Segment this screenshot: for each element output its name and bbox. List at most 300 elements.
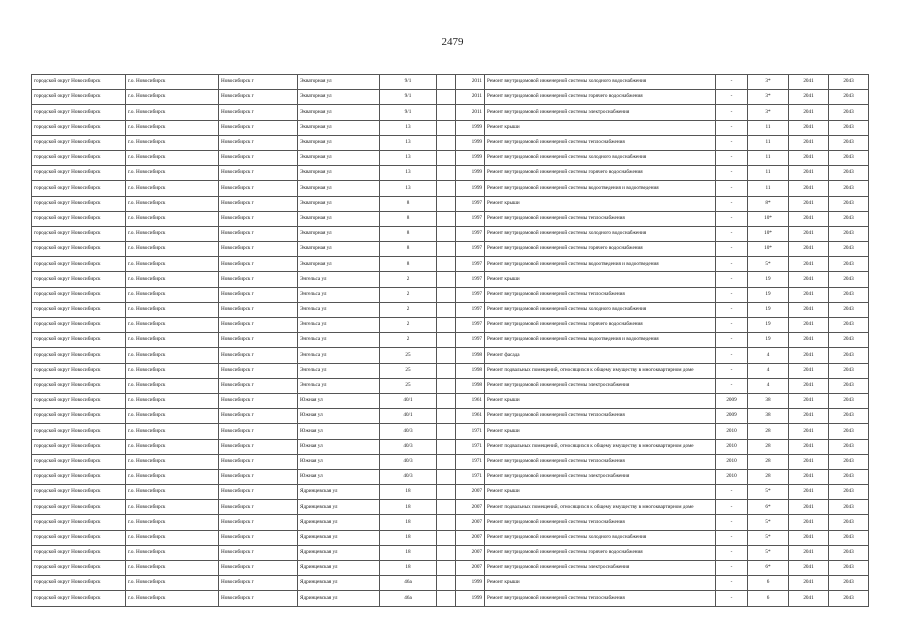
municipality-cell: городской округ Новосибирск (32, 287, 126, 302)
district-cell: г.о. Новосибирск (126, 485, 219, 500)
city-cell: Новосибирск г (219, 90, 298, 105)
last-repair-year-cell: - (716, 90, 748, 105)
service-life-cell: 11 (748, 135, 789, 150)
period-start-cell: 2041 (789, 287, 829, 302)
street-cell: Южная ул (298, 469, 380, 484)
house-number-cell: 40/3 (380, 469, 437, 484)
build-year-cell: 1998 (456, 363, 485, 378)
period-start-cell: 2041 (789, 196, 829, 211)
build-year-cell: 1961 (456, 409, 485, 424)
period-start-cell: 2041 (789, 150, 829, 165)
city-cell: Новосибирск г (219, 515, 298, 530)
municipality-cell: городской округ Новосибирск (32, 90, 126, 105)
period-start-cell: 2041 (789, 515, 829, 530)
empty-cell (437, 166, 456, 181)
house-number-cell: 40/1 (380, 393, 437, 408)
municipality-cell: городской округ Новосибирск (32, 150, 126, 165)
empty-cell (437, 378, 456, 393)
house-number-cell: 2 (380, 302, 437, 317)
city-cell: Новосибирск г (219, 211, 298, 226)
last-repair-year-cell: 2010 (716, 454, 748, 469)
empty-cell (437, 515, 456, 530)
district-cell: г.о. Новосибирск (126, 576, 219, 591)
house-number-cell: 40/3 (380, 439, 437, 454)
work-type-cell: Ремонт внутридомовой инженерной системы электроснабжения (485, 469, 716, 484)
capital-repair-table (31, 74, 869, 607)
city-cell: Новосибирск г (219, 363, 298, 378)
last-repair-year-cell: - (716, 287, 748, 302)
period-start-cell: 2041 (789, 485, 829, 500)
table-row (32, 166, 869, 181)
house-number-cell: 2 (380, 272, 437, 287)
table-row (32, 272, 869, 287)
period-end-cell: 2043 (829, 424, 869, 439)
period-start-cell: 2041 (789, 135, 829, 150)
work-type-cell: Ремонт подвальных помещений, относящихся к общему имуществу в многоквартирном доме (485, 363, 716, 378)
work-type-cell: Ремонт внутридомовой инженерной системы теплоснабжения (485, 409, 716, 424)
district-cell: г.о. Новосибирск (126, 530, 219, 545)
empty-cell (437, 454, 456, 469)
table-row (32, 211, 869, 226)
last-repair-year-cell: - (716, 211, 748, 226)
service-life-cell: 10* (748, 226, 789, 241)
house-number-cell: 40/3 (380, 454, 437, 469)
empty-cell (437, 318, 456, 333)
empty-cell (437, 409, 456, 424)
district-cell: г.о. Новосибирск (126, 120, 219, 135)
work-type-cell: Ремонт внутридомовой инженерной системы водоотведения и водоотведения (485, 257, 716, 272)
city-cell: Новосибирск г (219, 242, 298, 257)
build-year-cell: 1971 (456, 424, 485, 439)
district-cell: г.о. Новосибирск (126, 469, 219, 484)
house-number-cell: 18 (380, 485, 437, 500)
build-year-cell: 1999 (456, 591, 485, 606)
period-start-cell: 2041 (789, 530, 829, 545)
work-type-cell: Ремонт крыши (485, 576, 716, 591)
build-year-cell: 1971 (456, 454, 485, 469)
table-row (32, 257, 869, 272)
period-end-cell: 2043 (829, 257, 869, 272)
district-cell: г.о. Новосибирск (126, 242, 219, 257)
street-cell: Ядринцевская ул (298, 515, 380, 530)
work-type-cell: Ремонт крыши (485, 120, 716, 135)
house-number-cell: 9/1 (380, 105, 437, 120)
work-type-cell: Ремонт фасада (485, 348, 716, 363)
district-cell: г.о. Новосибирск (126, 409, 219, 424)
empty-cell (437, 135, 456, 150)
empty-cell (437, 333, 456, 348)
period-end-cell: 2043 (829, 454, 869, 469)
house-number-cell: 40/1 (380, 409, 437, 424)
house-number-cell: 9/1 (380, 90, 437, 105)
street-cell: Экваторная ул (298, 105, 380, 120)
empty-cell (437, 469, 456, 484)
build-year-cell: 1997 (456, 211, 485, 226)
street-cell: Экваторная ул (298, 211, 380, 226)
district-cell: г.о. Новосибирск (126, 211, 219, 226)
table-row (32, 500, 869, 515)
work-type-cell: Ремонт внутридомовой инженерной системы электроснабжения (485, 561, 716, 576)
build-year-cell: 1999 (456, 150, 485, 165)
period-start-cell: 2041 (789, 363, 829, 378)
build-year-cell: 1999 (456, 576, 485, 591)
empty-cell (437, 211, 456, 226)
period-start-cell: 2041 (789, 90, 829, 105)
house-number-cell: 8 (380, 257, 437, 272)
house-number-cell: 8 (380, 211, 437, 226)
city-cell: Новосибирск г (219, 530, 298, 545)
last-repair-year-cell: - (716, 576, 748, 591)
table-row (32, 439, 869, 454)
period-start-cell: 2041 (789, 226, 829, 241)
last-repair-year-cell: - (716, 318, 748, 333)
city-cell: Новосибирск г (219, 591, 298, 606)
city-cell: Новосибирск г (219, 181, 298, 196)
service-life-cell: 11 (748, 150, 789, 165)
work-type-cell: Ремонт внутридомовой инженерной системы холодного водоснабжения (485, 226, 716, 241)
house-number-cell: 40/3 (380, 424, 437, 439)
empty-cell (437, 348, 456, 363)
period-end-cell: 2043 (829, 181, 869, 196)
table-row (32, 226, 869, 241)
period-end-cell: 2043 (829, 135, 869, 150)
house-number-cell: 13 (380, 150, 437, 165)
empty-cell (437, 576, 456, 591)
build-year-cell: 2007 (456, 561, 485, 576)
district-cell: г.о. Новосибирск (126, 561, 219, 576)
city-cell: Новосибирск г (219, 469, 298, 484)
empty-cell (437, 120, 456, 135)
district-cell: г.о. Новосибирск (126, 257, 219, 272)
period-end-cell: 2043 (829, 469, 869, 484)
municipality-cell: городской округ Новосибирск (32, 409, 126, 424)
city-cell: Новосибирск г (219, 409, 298, 424)
empty-cell (437, 257, 456, 272)
last-repair-year-cell: 2010 (716, 469, 748, 484)
street-cell: Южная ул (298, 393, 380, 408)
city-cell: Новосибирск г (219, 302, 298, 317)
house-number-cell: 18 (380, 545, 437, 560)
work-type-cell: Ремонт внутридомовой инженерной системы электроснабжения (485, 105, 716, 120)
municipality-cell: городской округ Новосибирск (32, 318, 126, 333)
municipality-cell: городской округ Новосибирск (32, 272, 126, 287)
city-cell: Новосибирск г (219, 393, 298, 408)
district-cell: г.о. Новосибирск (126, 363, 219, 378)
build-year-cell: 1961 (456, 393, 485, 408)
last-repair-year-cell: - (716, 120, 748, 135)
street-cell: Энгельса ул (298, 363, 380, 378)
municipality-cell: городской округ Новосибирск (32, 561, 126, 576)
build-year-cell: 2007 (456, 500, 485, 515)
municipality-cell: городской округ Новосибирск (32, 166, 126, 181)
period-end-cell: 2043 (829, 318, 869, 333)
build-year-cell: 1997 (456, 272, 485, 287)
build-year-cell: 1997 (456, 287, 485, 302)
empty-cell (437, 393, 456, 408)
empty-cell (437, 500, 456, 515)
period-start-cell: 2041 (789, 75, 829, 90)
last-repair-year-cell: - (716, 181, 748, 196)
build-year-cell: 1997 (456, 196, 485, 211)
period-start-cell: 2041 (789, 181, 829, 196)
table-row (32, 302, 869, 317)
period-end-cell: 2043 (829, 90, 869, 105)
build-year-cell: 1971 (456, 439, 485, 454)
last-repair-year-cell: - (716, 500, 748, 515)
service-life-cell: 4 (748, 378, 789, 393)
period-end-cell: 2043 (829, 105, 869, 120)
city-cell: Новосибирск г (219, 272, 298, 287)
house-number-cell: 8 (380, 242, 437, 257)
city-cell: Новосибирск г (219, 348, 298, 363)
table-row (32, 469, 869, 484)
city-cell: Новосибирск г (219, 485, 298, 500)
empty-cell (437, 181, 456, 196)
last-repair-year-cell: - (716, 272, 748, 287)
period-end-cell: 2043 (829, 242, 869, 257)
house-number-cell: 2 (380, 287, 437, 302)
last-repair-year-cell: - (716, 166, 748, 181)
build-year-cell: 2011 (456, 90, 485, 105)
period-end-cell: 2043 (829, 120, 869, 135)
street-cell: Ядринцевская ул (298, 530, 380, 545)
period-end-cell: 2043 (829, 226, 869, 241)
work-type-cell: Ремонт крыши (485, 424, 716, 439)
period-end-cell: 2043 (829, 348, 869, 363)
period-start-cell: 2041 (789, 333, 829, 348)
build-year-cell: 2007 (456, 545, 485, 560)
street-cell: Энгельса ул (298, 272, 380, 287)
build-year-cell: 1999 (456, 135, 485, 150)
work-type-cell: Ремонт внутридомовой инженерной системы холодного водоснабжения (485, 150, 716, 165)
last-repair-year-cell: - (716, 363, 748, 378)
service-life-cell: 5* (748, 545, 789, 560)
district-cell: г.о. Новосибирск (126, 378, 219, 393)
street-cell: Экваторная ул (298, 150, 380, 165)
municipality-cell: городской округ Новосибирск (32, 242, 126, 257)
period-start-cell: 2041 (789, 348, 829, 363)
period-end-cell: 2043 (829, 561, 869, 576)
empty-cell (437, 439, 456, 454)
district-cell: г.о. Новосибирск (126, 591, 219, 606)
period-start-cell: 2041 (789, 409, 829, 424)
street-cell: Экваторная ул (298, 135, 380, 150)
work-type-cell: Ремонт внутридомовой инженерной системы холодного водоснабжения (485, 530, 716, 545)
municipality-cell: городской округ Новосибирск (32, 576, 126, 591)
empty-cell (437, 287, 456, 302)
table-row (32, 120, 869, 135)
period-start-cell: 2041 (789, 424, 829, 439)
build-year-cell: 1999 (456, 120, 485, 135)
last-repair-year-cell: - (716, 515, 748, 530)
city-cell: Новосибирск г (219, 226, 298, 241)
table-row (32, 545, 869, 560)
service-life-cell: 6* (748, 500, 789, 515)
period-end-cell: 2043 (829, 545, 869, 560)
municipality-cell: городской округ Новосибирск (32, 500, 126, 515)
period-end-cell: 2043 (829, 530, 869, 545)
period-start-cell: 2041 (789, 500, 829, 515)
build-year-cell: 2007 (456, 515, 485, 530)
empty-cell (437, 272, 456, 287)
table-row (32, 363, 869, 378)
work-type-cell: Ремонт внутридомовой инженерной системы теплоснабжения (485, 591, 716, 606)
house-number-cell: 2 (380, 333, 437, 348)
work-type-cell: Ремонт крыши (485, 485, 716, 500)
service-life-cell: 11 (748, 166, 789, 181)
period-start-cell: 2041 (789, 439, 829, 454)
service-life-cell: 4 (748, 363, 789, 378)
table-row (32, 150, 869, 165)
last-repair-year-cell: - (716, 196, 748, 211)
last-repair-year-cell: 2009 (716, 409, 748, 424)
municipality-cell: городской округ Новосибирск (32, 545, 126, 560)
build-year-cell: 1999 (456, 181, 485, 196)
district-cell: г.о. Новосибирск (126, 454, 219, 469)
period-start-cell: 2041 (789, 454, 829, 469)
district-cell: г.о. Новосибирск (126, 318, 219, 333)
period-start-cell: 2041 (789, 166, 829, 181)
empty-cell (437, 485, 456, 500)
service-life-cell: 19 (748, 287, 789, 302)
municipality-cell: городской округ Новосибирск (32, 530, 126, 545)
city-cell: Новосибирск г (219, 500, 298, 515)
empty-cell (437, 226, 456, 241)
table-row (32, 318, 869, 333)
house-number-cell: 25 (380, 378, 437, 393)
last-repair-year-cell: - (716, 257, 748, 272)
last-repair-year-cell: 2010 (716, 424, 748, 439)
empty-cell (437, 105, 456, 120)
period-start-cell: 2041 (789, 318, 829, 333)
house-number-cell: 25 (380, 348, 437, 363)
period-end-cell: 2043 (829, 393, 869, 408)
house-number-cell: 13 (380, 166, 437, 181)
table-row (32, 530, 869, 545)
district-cell: г.о. Новосибирск (126, 272, 219, 287)
period-start-cell: 2041 (789, 576, 829, 591)
last-repair-year-cell: - (716, 302, 748, 317)
service-life-cell: 4 (748, 348, 789, 363)
district-cell: г.о. Новосибирск (126, 226, 219, 241)
street-cell: Южная ул (298, 424, 380, 439)
municipality-cell: городской округ Новосибирск (32, 454, 126, 469)
house-number-cell: 13 (380, 181, 437, 196)
house-number-cell: 13 (380, 120, 437, 135)
house-number-cell: 46а (380, 576, 437, 591)
district-cell: г.о. Новосибирск (126, 393, 219, 408)
city-cell: Новосибирск г (219, 424, 298, 439)
house-number-cell: 18 (380, 515, 437, 530)
service-life-cell: 28 (748, 424, 789, 439)
period-end-cell: 2043 (829, 500, 869, 515)
empty-cell (437, 302, 456, 317)
work-type-cell: Ремонт внутридомовой инженерной системы горячего водоснабжения (485, 545, 716, 560)
house-number-cell: 8 (380, 226, 437, 241)
work-type-cell: Ремонт внутридомовой инженерной системы горячего водоснабжения (485, 90, 716, 105)
municipality-cell: городской округ Новосибирск (32, 469, 126, 484)
street-cell: Ядринцевская ул (298, 576, 380, 591)
empty-cell (437, 196, 456, 211)
district-cell: г.о. Новосибирск (126, 196, 219, 211)
work-type-cell: Ремонт внутридомовой инженерной системы теплоснабжения (485, 287, 716, 302)
period-start-cell: 2041 (789, 393, 829, 408)
district-cell: г.о. Новосибирск (126, 424, 219, 439)
last-repair-year-cell: - (716, 591, 748, 606)
service-life-cell: 5* (748, 530, 789, 545)
house-number-cell: 25 (380, 363, 437, 378)
street-cell: Экваторная ул (298, 120, 380, 135)
city-cell: Новосибирск г (219, 120, 298, 135)
last-repair-year-cell: 2010 (716, 439, 748, 454)
table-row (32, 409, 869, 424)
service-life-cell: 11 (748, 120, 789, 135)
empty-cell (437, 591, 456, 606)
build-year-cell: 1997 (456, 318, 485, 333)
municipality-cell: городской округ Новосибирск (32, 257, 126, 272)
period-end-cell: 2043 (829, 211, 869, 226)
district-cell: г.о. Новосибирск (126, 348, 219, 363)
period-start-cell: 2041 (789, 302, 829, 317)
period-end-cell: 2043 (829, 378, 869, 393)
table-row (32, 424, 869, 439)
city-cell: Новосибирск г (219, 378, 298, 393)
empty-cell (437, 561, 456, 576)
street-cell: Экваторная ул (298, 90, 380, 105)
work-type-cell: Ремонт подвальных помещений, относящихся к общему имуществу в многоквартирном доме (485, 439, 716, 454)
build-year-cell: 1997 (456, 302, 485, 317)
period-start-cell: 2041 (789, 257, 829, 272)
district-cell: г.о. Новосибирск (126, 75, 219, 90)
service-life-cell: 28 (748, 469, 789, 484)
street-cell: Южная ул (298, 439, 380, 454)
street-cell: Ядринцевская ул (298, 485, 380, 500)
house-number-cell: 18 (380, 530, 437, 545)
service-life-cell: 11 (748, 181, 789, 196)
period-start-cell: 2041 (789, 211, 829, 226)
service-life-cell: 5* (748, 515, 789, 530)
table-row (32, 242, 869, 257)
street-cell: Южная ул (298, 409, 380, 424)
empty-cell (437, 150, 456, 165)
service-life-cell: 3* (748, 90, 789, 105)
street-cell: Энгельса ул (298, 287, 380, 302)
last-repair-year-cell: - (716, 348, 748, 363)
service-life-cell: 3* (748, 75, 789, 90)
period-end-cell: 2043 (829, 363, 869, 378)
period-end-cell: 2043 (829, 75, 869, 90)
service-life-cell: 6 (748, 591, 789, 606)
table-row (32, 90, 869, 105)
period-end-cell: 2043 (829, 302, 869, 317)
work-type-cell: Ремонт внутридомовой инженерной системы холодного водоснабжения (485, 302, 716, 317)
street-cell: Энгельса ул (298, 302, 380, 317)
municipality-cell: городской округ Новосибирск (32, 226, 126, 241)
last-repair-year-cell: - (716, 242, 748, 257)
table-row (32, 105, 869, 120)
period-end-cell: 2043 (829, 150, 869, 165)
work-type-cell: Ремонт внутридомовой инженерной системы теплоснабжения (485, 211, 716, 226)
service-life-cell: 28 (748, 439, 789, 454)
municipality-cell: городской округ Новосибирск (32, 333, 126, 348)
street-cell: Ядринцевская ул (298, 545, 380, 560)
build-year-cell: 2011 (456, 75, 485, 90)
district-cell: г.о. Новосибирск (126, 545, 219, 560)
district-cell: г.о. Новосибирск (126, 333, 219, 348)
period-end-cell: 2043 (829, 333, 869, 348)
street-cell: Энгельса ул (298, 348, 380, 363)
municipality-cell: городской округ Новосибирск (32, 105, 126, 120)
